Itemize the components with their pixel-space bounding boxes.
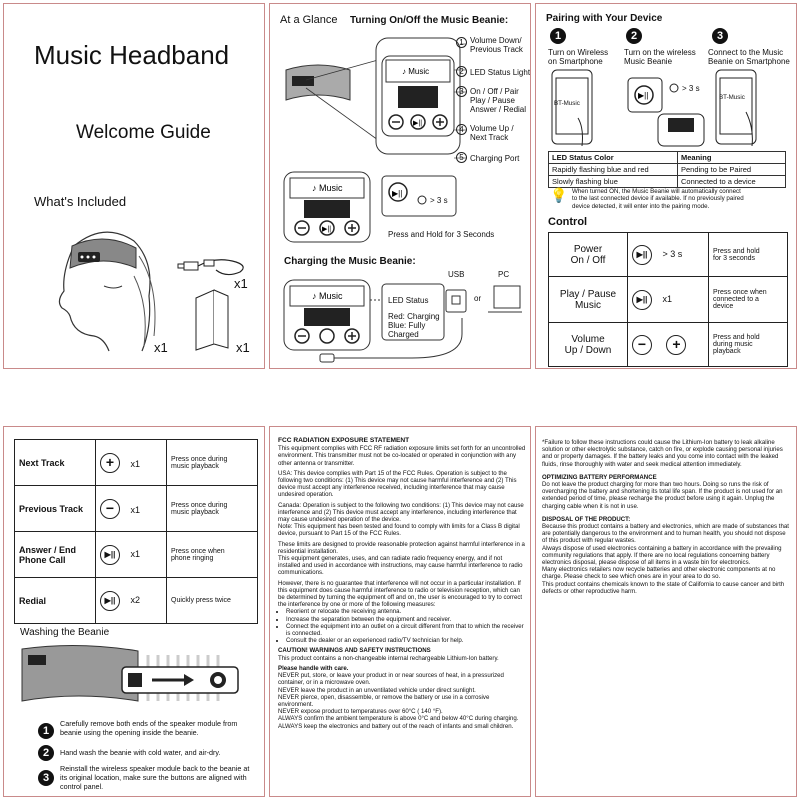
hold-caption: Press and Hold for 3 Seconds bbox=[388, 230, 495, 239]
handle-line-4: NEVER expose product to temperatures over 60°C ( 140 °F). bbox=[278, 708, 443, 716]
redial-mult: x2 bbox=[130, 595, 140, 605]
svg-text:♪ Music: ♪ Music bbox=[312, 183, 343, 193]
wash-step-1-text: Carefully remove both ends of the speaker module from beanie using the opening inside the beanie. bbox=[60, 719, 238, 737]
fcc-paragraph-2: USA: This device complies with Part 15 of the FCC Rules. Operation is subject to the following two conditions: (1) This device may not cause harmful interference and (2) This device must accept any interference received, including interference that may cause undesired operation. bbox=[278, 469, 517, 499]
control-icon-cell-next bbox=[96, 440, 167, 486]
answer-mult: x1 bbox=[130, 549, 140, 559]
washing-heading: Washing the Beanie bbox=[20, 627, 110, 638]
led-status-table bbox=[548, 151, 786, 188]
optimizing-paragraph: Do not leave the product charging for more than two hours. Doing so runs the risk of overcharging the battery and shortening its total life span. If the product is not used for an extended period of time, please recharge the product before using it again. Unplug the charging cable when it is not in use. bbox=[542, 481, 783, 510]
blue-full-label: Blue: Fully Charged bbox=[388, 321, 426, 339]
callout-number-3: 3 bbox=[456, 86, 467, 97]
fcc-title: FCC RADIATION EXPOSURE STATEMENT bbox=[278, 437, 410, 444]
control-desc-power: Press and hold for 3 seconds bbox=[709, 233, 788, 277]
manual-booklet-icon bbox=[192, 288, 232, 352]
pair-hold-time: > 3 s bbox=[682, 84, 700, 93]
handle-line-2: NEVER leave the product in an unventilated vehicle under direct sunlight. bbox=[278, 686, 476, 694]
disposal-paragraph: Because this product contains a battery and electronics, which are made of substances that are potentially dangerous to the environment and to human health, you should not dispose of this product with regular wastes. Always dispose of used electronics containing a battery in accordance with the prevailing community regulations that apply. If there are no local regulations concerning battery electronics disposal, please dispose of all items in a waste bin for electronics. Many electronics retailers now recycle batteries and other electronic components at no charge. Please check to see which ones are in your area to do so. This product contains chemicals known to the state of California to cause cancer and birth defects or other reproductive harm. bbox=[542, 523, 789, 595]
control-name-play: Play / Pause Music bbox=[549, 277, 628, 323]
handle-line-5: ALWAYS confirm the ambient temperature is above 0°C and below 40°C during charging. bbox=[278, 715, 519, 723]
control-name-answer: Answer / End Phone Call bbox=[15, 532, 96, 578]
woman-with-headband-illustration bbox=[34, 216, 174, 356]
fcc-paragraph-5: However, there is no guarantee that interference will not occur in a particular installation. If this equipment does cause harmful interference to radio or television reception, which can be determined by turning the equipment off and on, the user is encouraged to try to correct the interference by one or more of the following measures: bbox=[278, 579, 523, 609]
handle-title: Please handle with care. bbox=[278, 664, 349, 672]
svg-text:▶||: ▶|| bbox=[322, 226, 332, 233]
step-2-text: Turn on the wireless Music Beanie bbox=[624, 48, 696, 66]
control-name-next: Next Track bbox=[15, 440, 96, 486]
auto-connect-tip: When turned ON, the Music Beanie will automatically connect to the last connected device if available. If no previously paired device detected, it will enter into the pairing mode. bbox=[572, 188, 744, 210]
phone-1-bt-label: BT-Music bbox=[554, 100, 580, 107]
usb-label: USB bbox=[448, 270, 465, 279]
control-icon-cell-volume bbox=[628, 323, 709, 367]
control-name-previous: Previous Track bbox=[15, 486, 96, 532]
control-icon-cell-power bbox=[628, 233, 709, 277]
plus-button-icon: + bbox=[100, 453, 120, 473]
fcc-measure-4: • Consult the dealer or an experienced radio/TV technician for help. bbox=[286, 637, 526, 644]
control-icon-cell-redial bbox=[96, 578, 167, 624]
led-header-meaning: Meaning bbox=[678, 152, 786, 164]
cover-subtitle: Welcome Guide bbox=[76, 122, 211, 143]
led-status-label: LED Status bbox=[388, 296, 429, 305]
step-1-text: Turn on Wireless on Smartphone bbox=[548, 48, 609, 66]
led-header-color: LED Status Color bbox=[549, 152, 678, 164]
svg-text:▶||: ▶|| bbox=[413, 120, 423, 127]
headband-quantity: x1 bbox=[154, 340, 168, 355]
pc-label: PC bbox=[498, 270, 510, 279]
control-desc-answer: Press once when phone ringing bbox=[167, 532, 258, 578]
panel-cover bbox=[3, 3, 265, 369]
minus-button-icon: − bbox=[100, 499, 120, 519]
control-desc-redial: Quickly press twice bbox=[167, 578, 258, 624]
included-heading: What's Included bbox=[34, 194, 127, 209]
play-pause-icon: ▶|| bbox=[632, 290, 652, 310]
power-button-icon: ▶|| bbox=[632, 245, 652, 265]
cover-title: Music Headband bbox=[34, 40, 230, 70]
handle-line-1: NEVER put, store, or leave your product in or near sources of heat, in a pressurized container, or in a microwave oven. bbox=[278, 672, 504, 687]
fcc-measure-2: • Increase the separation between the equipment and receiver. bbox=[286, 616, 526, 623]
panel-fcc bbox=[269, 426, 531, 797]
play-pause-icon: ▶|| bbox=[100, 591, 120, 611]
callout-number-5: 5 bbox=[456, 152, 467, 163]
manual-quantity: x1 bbox=[236, 340, 250, 355]
fcc-measure-3: • Connect the equipment into an outlet on a circuit different from that to which the receiver is connected. bbox=[286, 623, 526, 637]
control-name-power: Power On / Off bbox=[549, 233, 628, 277]
fcc-paragraph-1: This equipment complies with FCC RF radiation exposure limits set forth for an uncontrolled environment. This transmitter must not be co-located or operated in conjunction with any other antenna or transmitter. bbox=[278, 445, 526, 467]
wash-step-3-text: Reinstall the wireless speaker module back to the beanie at its original location, make sure the buttons are aligned with control panel. bbox=[60, 764, 250, 791]
pairing-heading: Pairing with Your Device bbox=[546, 13, 663, 24]
wash-step-number-1: 1 bbox=[38, 723, 54, 739]
panel-battery bbox=[535, 426, 797, 797]
caution-paragraph: This product contains a non-changeable internal rechargeable Lithium-Ion battery. bbox=[278, 654, 499, 662]
panel-controls-washing bbox=[3, 426, 265, 797]
wash-step-number-3: 3 bbox=[38, 770, 54, 786]
callout-volume-up: Volume Up / Next Track bbox=[470, 124, 514, 142]
beanie-step-2-illustration bbox=[624, 68, 708, 148]
callout-volume-down: Volume Down/ Previous Track bbox=[470, 36, 523, 54]
hold-time-label: > 3 s bbox=[430, 196, 448, 205]
battery-warning-paragraph: *Failure to follow these instructions could cause the Lithium-Ion battery to leak alkaline solution or other electrolytic substance, catch on fire, or explode causing personal injuries and or property damages. If the battery leaks and you come into contact with the leaked fluids, rinse thoroughly with water and seek medical attention immediately. bbox=[542, 439, 783, 468]
svg-text:▶||: ▶|| bbox=[638, 91, 649, 100]
plus-button-icon: + bbox=[666, 335, 686, 355]
callout-number-2: 2 bbox=[456, 66, 467, 77]
control-name-redial: Redial bbox=[15, 578, 96, 624]
control-desc-previous: Press once during music playback bbox=[167, 486, 258, 532]
or-label: or bbox=[474, 294, 482, 303]
panel-at-a-glance bbox=[269, 3, 531, 369]
step-number-3: 3 bbox=[712, 28, 728, 44]
charging-heading: Charging the Music Beanie: bbox=[284, 256, 416, 267]
control-desc-play: Press once when connected to a device bbox=[709, 277, 788, 323]
play-mult: x1 bbox=[662, 294, 672, 304]
control-icon-cell-previous bbox=[96, 486, 167, 532]
fcc-measures-list bbox=[286, 608, 526, 644]
power-mult: > 3 s bbox=[662, 249, 683, 259]
next-mult: x1 bbox=[130, 458, 140, 469]
fcc-text-block bbox=[278, 437, 526, 730]
phone-step-1-illustration bbox=[548, 68, 598, 148]
phone-step-3-illustration bbox=[712, 68, 772, 148]
led-row-1-color: Rapidly flashing blue and red bbox=[549, 164, 678, 176]
control-desc-next: Press once during music playback bbox=[167, 440, 258, 486]
step-3-text: Connect to the Music Beanie on Smartphone bbox=[708, 48, 790, 66]
caution-title: CAUTION! WARNINGS AND SAFETY INSTRUCTIONS bbox=[278, 647, 431, 655]
play-pause-icon: ▶|| bbox=[100, 545, 120, 565]
panel-pairing bbox=[535, 3, 797, 369]
led-row-1-meaning: Pending to be Paired bbox=[678, 164, 786, 176]
control-name-volume: Volume Up / Down bbox=[549, 323, 628, 367]
minus-button-icon: − bbox=[632, 335, 652, 355]
at-glance-heading: At a Glance bbox=[280, 14, 338, 26]
led-row-2-meaning: Connected to a device bbox=[678, 176, 786, 188]
led-row-2-color: Slowly flashing blue bbox=[549, 176, 678, 188]
handle-line-6: ALWAYS keep the electronics and battery out of the reach of infants and small children. bbox=[278, 722, 514, 730]
previous-mult: x1 bbox=[130, 504, 140, 515]
control-desc-volume: Press and hold during music playback bbox=[709, 323, 788, 367]
callout-charging-port: Charging Port bbox=[470, 154, 520, 163]
handle-line-3: NEVER pierce, open, disassemble, or remove the battery or use in a corrosive environment. bbox=[278, 693, 490, 708]
headband-controls-diagram bbox=[278, 30, 468, 160]
callout-number-4: 4 bbox=[456, 124, 467, 135]
svg-text:♪ Music: ♪ Music bbox=[312, 291, 343, 301]
control-icon-cell-answer bbox=[96, 532, 167, 578]
lightbulb-icon: 💡 bbox=[550, 187, 568, 203]
svg-text:♪ Music: ♪ Music bbox=[402, 67, 430, 76]
fcc-paragraph-4: These limits are designed to provide reasonable protection against harmful interference in a residential installation. This equipment generates, uses, and can radiate radio frequency energy, and if not installed and used in accordance with instructions, may cause harmful interference to radio communications. bbox=[278, 540, 525, 577]
callout-on-off: On / Off / Pair Play / Pause Answer / Redial bbox=[470, 87, 527, 114]
fcc-paragraph-3: Canada: Operation is subject to the following two conditions: (1) This device may not cause interference and (2) This device must accept any interference, including interference that may cause undesired operation of the device. Note: This equipment has been tested and found to comply with limits for a Class B digital device, pursuant to Part 15 of the FCC Rules. bbox=[278, 501, 524, 538]
control-heading: Control bbox=[548, 216, 588, 228]
callout-number-1: 1 bbox=[456, 37, 467, 48]
phone-3-bt-label: BT-Music bbox=[719, 94, 745, 101]
fcc-measure-1: • Reorient or relocate the receiving antenna. bbox=[286, 608, 526, 615]
svg-text:▶||: ▶|| bbox=[392, 189, 403, 198]
control-table-2 bbox=[14, 439, 258, 624]
cable-quantity: x1 bbox=[234, 276, 248, 291]
wash-step-number-2: 2 bbox=[38, 745, 54, 761]
step-number-1: 1 bbox=[550, 28, 566, 44]
red-charging-label: Red: Charging bbox=[388, 312, 440, 321]
step-number-2: 2 bbox=[626, 28, 642, 44]
turning-heading: Turning On/Off the Music Beanie: bbox=[350, 15, 509, 26]
optimizing-title: OPTIMIZING BATTERY PERFORMANCE bbox=[542, 473, 657, 481]
wash-step-2-text: Hand wash the beanie with cold water, and air-dry. bbox=[60, 748, 221, 757]
washing-diagram bbox=[18, 641, 254, 715]
control-icon-cell-play bbox=[628, 277, 709, 323]
callout-led-status: LED Status Light bbox=[470, 68, 531, 77]
battery-text-block bbox=[542, 439, 792, 598]
disposal-title: DISPOSAL OF THE PRODUCT: bbox=[542, 515, 631, 523]
control-table bbox=[548, 232, 788, 367]
